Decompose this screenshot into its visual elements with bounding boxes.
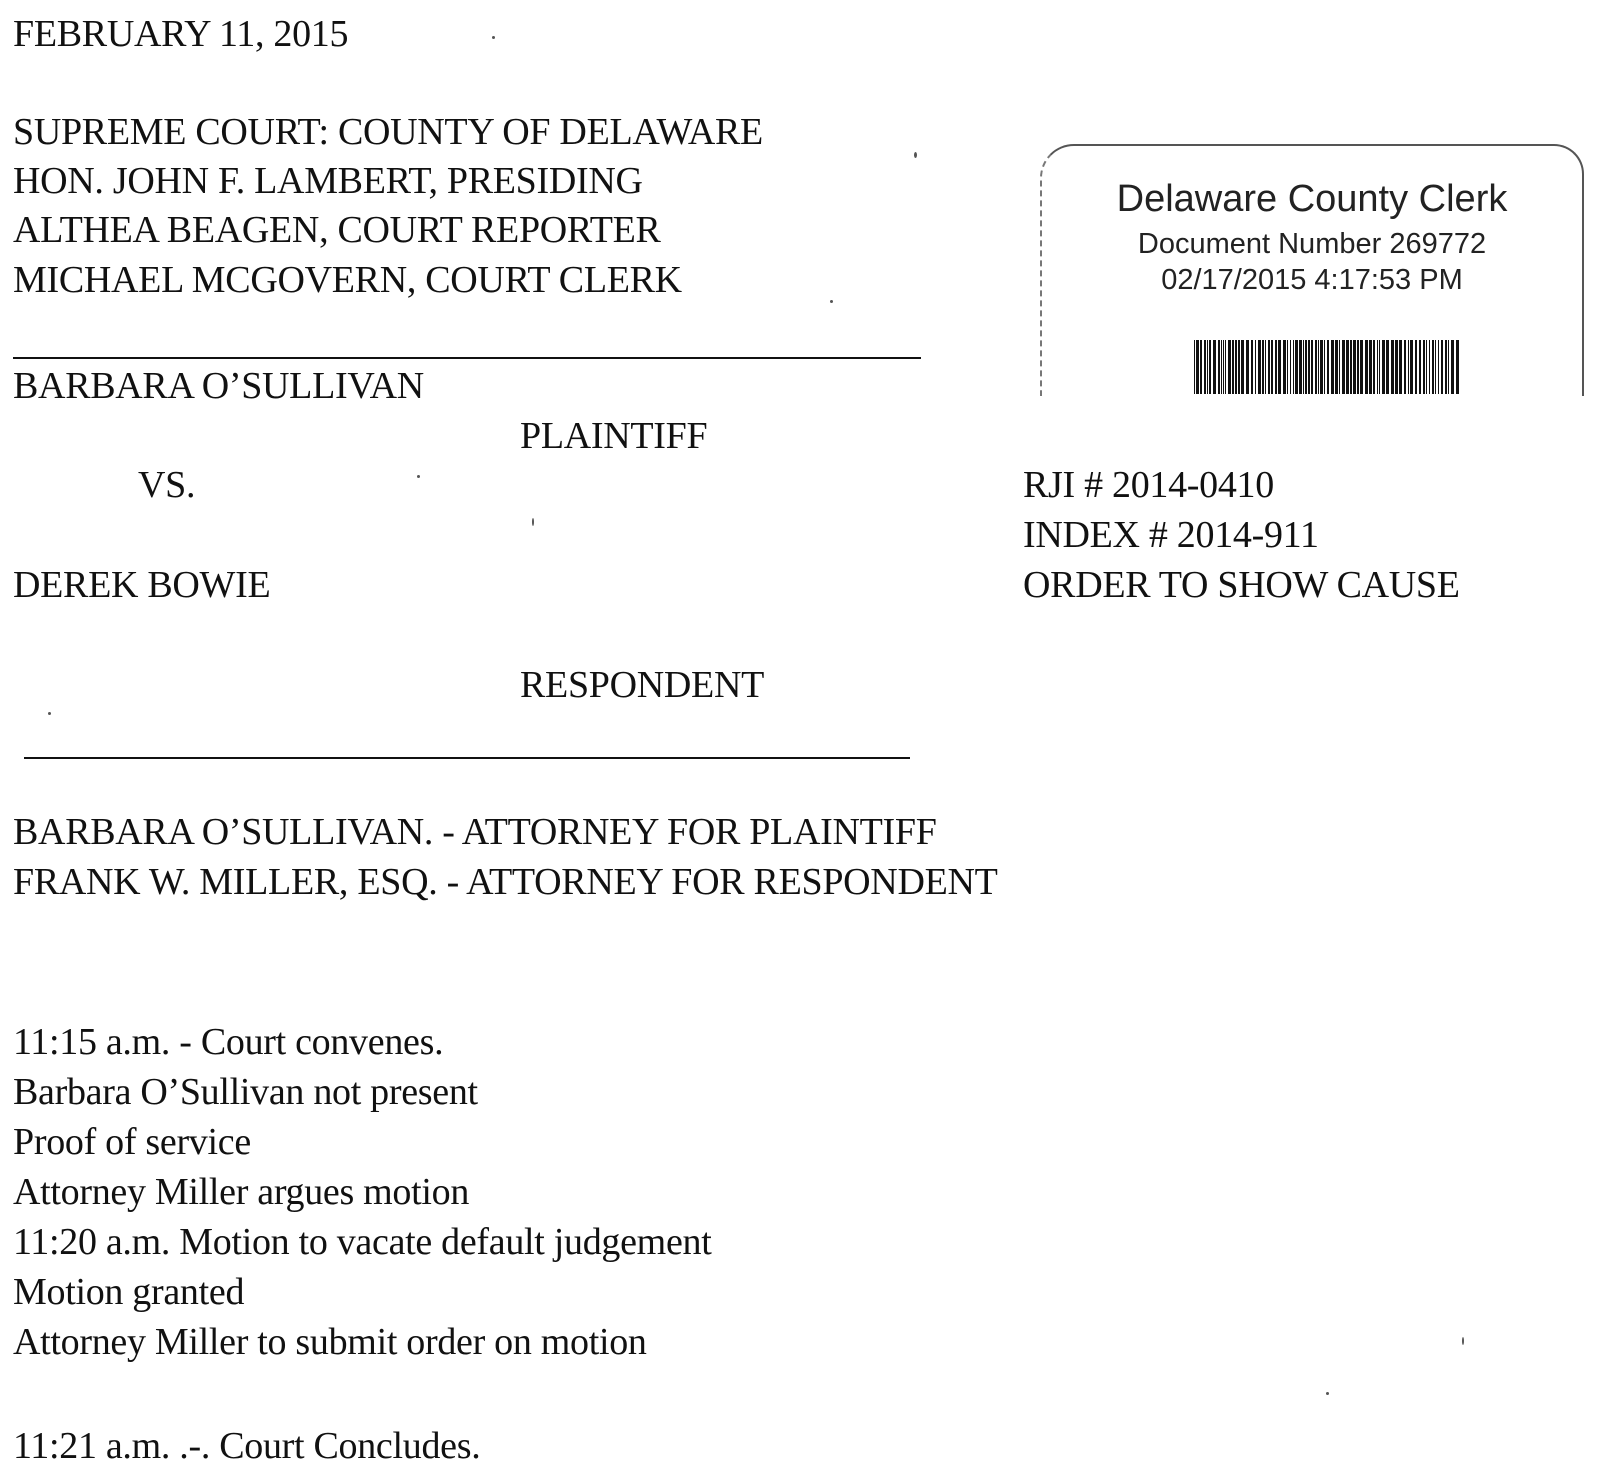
attorney-respondent: FRANK W. MILLER, ESQ. - ATTORNEY FOR RESPONDENT xyxy=(13,861,998,903)
versus-label: VS. xyxy=(138,464,196,506)
respondent-label: RESPONDENT xyxy=(520,664,765,706)
clerk-filing-stamp xyxy=(1040,144,1584,396)
minute-entry: 11:20 a.m. Motion to vacate default judgement xyxy=(13,1221,712,1263)
court-concludes: 11:21 a.m. .-. Court Concludes. xyxy=(13,1425,481,1467)
plaintiff-name: BARBARA O’SULLIVAN xyxy=(13,365,424,407)
scan-speck xyxy=(830,300,833,303)
document-type: ORDER TO SHOW CAUSE xyxy=(1023,564,1460,606)
index-number: INDEX # 2014-911 xyxy=(1023,514,1319,556)
minute-entry: Proof of service xyxy=(13,1121,251,1163)
court-reporter: ALTHEA BEAGEN, COURT REPORTER xyxy=(13,209,661,251)
stamp-office: Delaware County Clerk xyxy=(1116,178,1508,220)
court-name: SUPREME COURT: COUNTY OF DELAWARE xyxy=(13,111,763,153)
minute-entry: Motion granted xyxy=(13,1271,245,1313)
scan-speck xyxy=(492,36,495,39)
caption-top-rule xyxy=(13,357,921,359)
stamp-document-number: Document Number 269772 xyxy=(1137,228,1487,260)
caption-bottom-rule xyxy=(24,757,910,759)
scan-speck xyxy=(532,518,534,526)
minute-entry: 11:15 a.m. - Court convenes. xyxy=(13,1021,444,1063)
rji-number: RJI # 2014-0410 xyxy=(1023,464,1274,506)
scan-speck xyxy=(1462,1337,1464,1345)
scan-speck xyxy=(1326,1392,1329,1395)
minute-entry: Barbara O’Sullivan not present xyxy=(13,1071,478,1113)
scan-speck xyxy=(417,475,420,478)
hearing-date: FEBRUARY 11, 2015 xyxy=(13,13,349,55)
court-clerk: MICHAEL MCGOVERN, COURT CLERK xyxy=(13,259,682,301)
plaintiff-label: PLAINTIFF xyxy=(520,415,708,457)
minute-entry: Attorney Miller argues motion xyxy=(13,1171,470,1213)
attorney-plaintiff: BARBARA O’SULLIVAN. - ATTORNEY FOR PLAINTIFF xyxy=(13,811,937,853)
scan-speck xyxy=(914,152,917,158)
presiding-judge: HON. JOHN F. LAMBERT, PRESIDING xyxy=(13,160,643,202)
scan-speck xyxy=(48,712,51,715)
stamp-timestamp: 02/17/2015 4:17:53 PM xyxy=(1161,264,1463,296)
respondent-name: DEREK BOWIE xyxy=(13,564,271,606)
minute-entry: Attorney Miller to submit order on motion xyxy=(13,1321,647,1363)
barcode xyxy=(1194,340,1460,394)
